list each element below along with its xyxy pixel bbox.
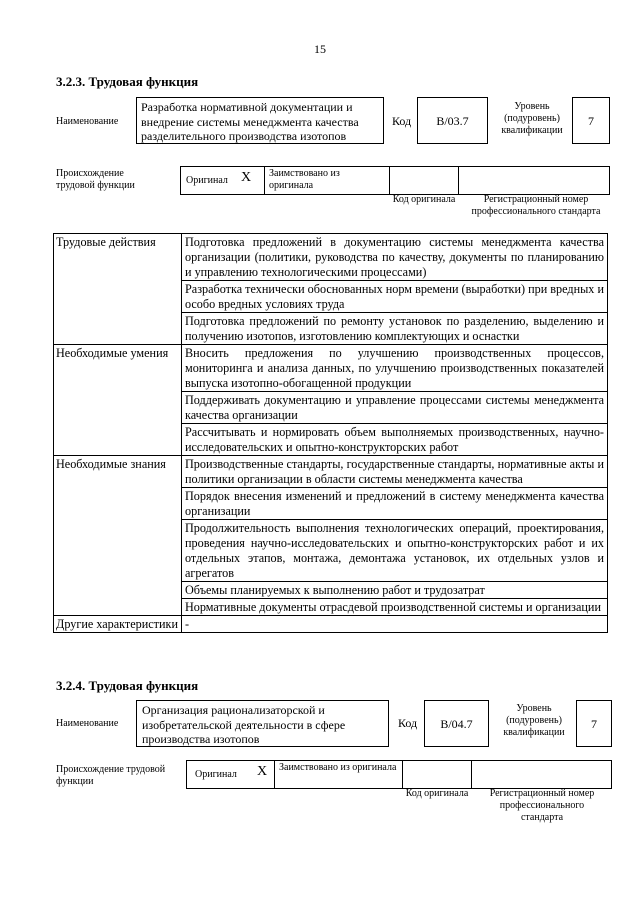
name-value-323	[136, 97, 384, 144]
code-value-text-324: B/04.7	[440, 717, 473, 731]
code-orig-label-324: Код оригинала	[405, 788, 469, 799]
name-value-324	[136, 700, 389, 747]
labor-function-table	[53, 233, 608, 633]
code-value-324	[424, 700, 489, 747]
knowledge-item: Продолжительность выполнения технологических операций, проектирования, проведения научно-исследовательских и опытно-конструкторских работ и их отдельных этапов, монтажа, демонтажа установок, их отдельных узлов и агрегатов	[182, 520, 608, 582]
borrowed-label-324: Заимствовано из оригинала	[279, 762, 397, 773]
knowledge-item: Производственные стандарты, государственные стандарты, нормативные акты и политики организации в области системы менеджмента качества	[182, 456, 608, 488]
reg-num-cell-324	[471, 760, 612, 789]
other-label: Другие характеристики	[54, 616, 182, 633]
origin-label-324: Происхождение трудовой функции	[56, 764, 166, 787]
original-cell-323	[180, 166, 265, 195]
code-value-323	[417, 97, 488, 144]
level-label-324: Уровень (подуровень) квалификации	[503, 703, 565, 738]
knowledge-item: Порядок внесения изменений и предложений в систему менеджмента качества организации	[182, 488, 608, 520]
labor-actions-label: Трудовые действия	[54, 234, 182, 345]
name-value-text-324: Организация рационализаторской и изобретательской деятельности в сфере производства изотопов	[142, 703, 346, 746]
original-mark-323: X	[241, 170, 252, 185]
level-value-323	[572, 97, 610, 144]
code-orig-cell-323	[389, 166, 459, 195]
code-orig-cell-324	[402, 760, 472, 789]
reg-num-cell-323	[458, 166, 610, 195]
knowledge-item: Объемы планируемых к выполнению работ и трудозатрат	[182, 582, 608, 599]
reg-num-label-324: Регистрационный номер профессионального стандарта	[489, 788, 595, 823]
borrowed-cell-324	[274, 760, 403, 789]
section-heading-323: 3.2.3. Трудовая функция	[56, 74, 199, 89]
code-label-323: Код	[392, 114, 412, 128]
skill-item: Вносить предложения по улучшению производственных процессов, мониторинга и анализа данных, по улучшению производственных показателей выпуска изотопно-обогащенной продукции	[182, 345, 608, 392]
original-cell-324	[186, 760, 275, 789]
level-label-323: Уровень (подуровень) квалификации	[501, 101, 563, 136]
table-row	[54, 456, 608, 488]
name-label-324: Наименование	[56, 718, 119, 729]
level-value-324	[576, 700, 612, 747]
level-value-text-324: 7	[591, 717, 597, 731]
name-label-323: Наименование	[56, 116, 119, 127]
labor-action-item: Разработка технически обоснованных норм времени (выработки) при вредных и особо вредных условиях труда	[182, 281, 608, 313]
knowledge-label: Необходимые знания	[54, 456, 182, 616]
name-value-text-323: Разработка нормативной документации и внедрение системы менеджмента качества разделительного производства изотопов	[141, 100, 359, 143]
skill-item: Рассчитывать и нормировать объем выполняемых производственных, научно-исследовательских и опытно-конструкторских работ	[182, 424, 608, 456]
skills-label: Необходимые умения	[54, 345, 182, 456]
code-orig-label-323: Код оригинала	[392, 194, 456, 205]
knowledge-item: Нормативные документы отрасдевой производственной системы и организации	[182, 599, 608, 616]
page-number: 15	[314, 42, 326, 56]
labor-action-item: Подготовка предложений по ремонту установок по разделению, выделению и получению изотопов, изготовлению комплектующих и оснастки	[182, 313, 608, 345]
table-row	[54, 616, 608, 633]
borrowed-cell-323	[264, 166, 390, 195]
code-label-324: Код	[398, 716, 418, 730]
borrowed-label-323: Заимствовано из оригинала	[269, 168, 340, 191]
reg-num-label-323: Регистрационный номер профессионального стандарта	[471, 194, 601, 217]
code-value-text-323: B/03.7	[436, 114, 469, 128]
labor-action-item: Подготовка предложений в документацию системы менеджмента качества организации (политики, руководства по качеству, документы по планированию и управлению технологическими процессами)	[182, 234, 608, 281]
original-label-323: Оригинал	[186, 175, 228, 186]
skill-item: Поддерживать документацию и управление процессами системы менеджмента качества организации	[182, 392, 608, 424]
section-heading-324: 3.2.4. Трудовая функция	[56, 678, 199, 693]
table-row	[54, 234, 608, 281]
other-value: -	[182, 616, 608, 633]
level-value-text-323: 7	[588, 114, 594, 128]
table-row	[54, 345, 608, 392]
origin-label-323: Происхождение трудовой функции	[56, 168, 135, 191]
original-label-324: Оригинал	[195, 769, 237, 780]
original-mark-324: X	[257, 764, 268, 779]
